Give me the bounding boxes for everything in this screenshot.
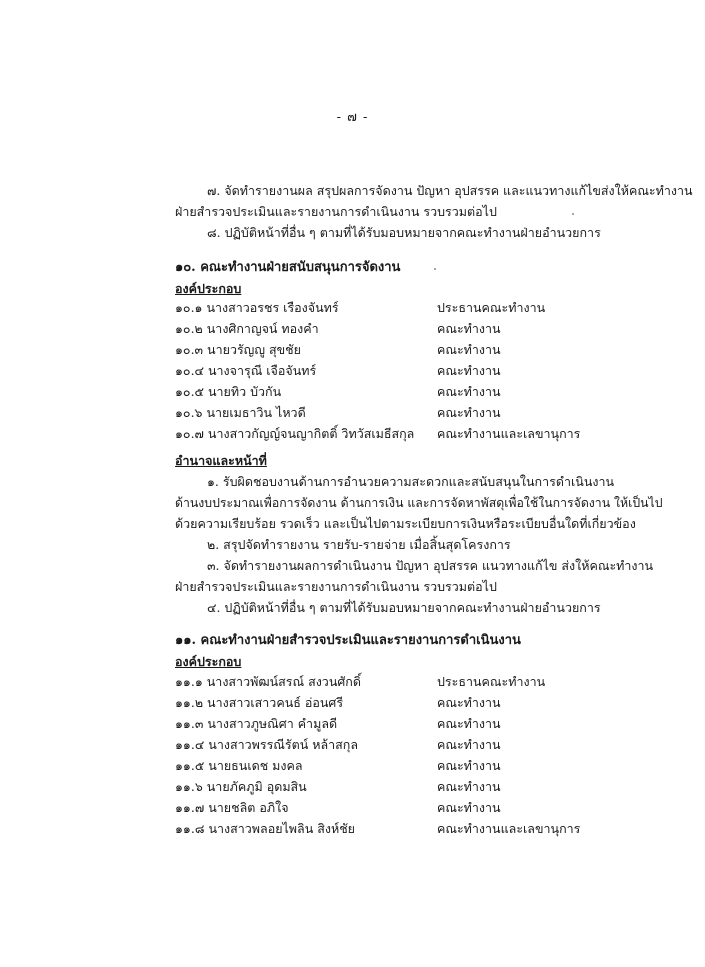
member-name: ๑๑.๗ นายชลิต อภิใจ bbox=[175, 800, 289, 815]
duty-line: ฝ่ายสำรวจประเมินและรายงานการดำเนินงาน รวบรวมต่อไป bbox=[175, 579, 497, 594]
member-name: ๑๑.๖ นายภัคภูมิ อุดมสิน bbox=[175, 779, 307, 794]
duty-line: ด้านงบประมาณเพื่อการจัดงาน ด้านการเงิน และการจัดหาพัสดุเพื่อใช้ในการจัดงาน ให้เป็นไป bbox=[175, 496, 663, 510]
member-name: ๑๐.๖ นายเมธาวิน ไหวดี bbox=[175, 405, 306, 420]
section10-duties-label: อำนาจและหน้าที่ bbox=[175, 453, 267, 468]
member-role: ประธานคณะทำงาน bbox=[437, 300, 546, 315]
member-row bbox=[175, 800, 645, 816]
member-role: คณะทำงาน bbox=[437, 363, 501, 378]
member-role: คณะทำงานและเลขานุการ bbox=[437, 821, 581, 836]
member-row bbox=[175, 363, 645, 379]
top-item-7: ๗. จัดทำรายงานผล สรุปผลการจัดงาน ปัญหา อุปสรรค และแนวทางแก้ไขส่งให้คณะทำงาน bbox=[207, 183, 693, 198]
member-role: คณะทำงาน bbox=[437, 716, 501, 731]
member-role: คณะทำงาน bbox=[437, 800, 501, 815]
duty-line: ๒. สรุปจัดทำรายงาน รายรับ-รายจ่าย เมื่อสิ้นสุดโครงการ bbox=[207, 537, 511, 552]
scan-speck bbox=[434, 268, 436, 270]
member-row bbox=[175, 737, 645, 753]
member-row bbox=[175, 405, 645, 421]
duty-line: ๔. ปฏิบัติหน้าที่อื่น ๆ ตามที่ได้รับมอบหมายจากคณะทำงานฝ่ายอำนวยการ bbox=[207, 600, 601, 615]
top-item-8: ๘. ปฏิบัติหน้าที่อื่น ๆ ตามที่ได้รับมอบหมายจากคณะทำงานฝ่ายอำนวยการ bbox=[207, 225, 601, 240]
member-row bbox=[175, 321, 645, 337]
member-role: คณะทำงาน bbox=[437, 758, 501, 773]
member-name: ๑๑.๘ นางสาวพลอยไพลิน สิงห์ชัย bbox=[175, 821, 356, 836]
member-role: คณะทำงาน bbox=[437, 695, 501, 710]
section10-heading: ๑๐. คณะทำงานฝ่ายสนับสนุนการจัดงาน bbox=[175, 260, 401, 275]
member-row bbox=[175, 716, 645, 732]
member-role: คณะทำงาน bbox=[437, 342, 501, 357]
member-role: คณะทำงาน bbox=[437, 737, 501, 752]
member-row bbox=[175, 779, 645, 795]
section11-heading: ๑๑. คณะทำงานฝ่ายสำรวจประเมินและรายงานการดำเนินงาน bbox=[175, 633, 521, 648]
member-role: คณะทำงาน bbox=[437, 384, 501, 399]
member-row bbox=[175, 821, 645, 837]
member-row bbox=[175, 300, 645, 316]
member-role: ประธานคณะทำงาน bbox=[437, 674, 546, 689]
member-name: ๑๐.๓ นายวรัญญู สุขชัย bbox=[175, 342, 301, 357]
member-name: ๑๑.๑ นางสาวพัฒน์สรณ์ สงวนศักดิ์ bbox=[175, 674, 361, 689]
member-role: คณะทำงาน bbox=[437, 779, 501, 794]
member-name: ๑๐.๒ นางศิกาญจน์ ทองคำ bbox=[175, 321, 319, 336]
member-row bbox=[175, 758, 645, 774]
member-role: คณะทำงานและเลขานุการ bbox=[437, 426, 581, 441]
member-row bbox=[175, 695, 645, 711]
member-row bbox=[175, 342, 645, 358]
member-row bbox=[175, 426, 645, 442]
duty-line: ด้วยความเรียบร้อย รวดเร็ว และเป็นไปตามระเบียบการเงินหรือระเบียบอื่นใดที่เกี่ยวข้อง bbox=[175, 516, 636, 531]
top-item-7-cont: ฝ่ายสำรวจประเมินและรายงานการดำเนินงาน รวบรวมต่อไป bbox=[175, 204, 497, 219]
member-name: ๑๑.๓ นางสาวภูษณิศา คำมูลดี bbox=[175, 716, 338, 731]
member-name: ๑๑.๕ นายธนเดช มงคล bbox=[175, 758, 303, 773]
section10-composition-label: องค์ประกอบ bbox=[175, 281, 242, 296]
member-name: ๑๐.๗ นางสาวกัญญ์จนญากิตติ์ วิทวัสเมธีสกุล bbox=[175, 426, 415, 441]
member-row bbox=[175, 674, 645, 690]
page-number: - ๗ - bbox=[336, 110, 369, 125]
member-role: คณะทำงาน bbox=[437, 321, 501, 336]
duty-line: ๑. รับผิดชอบงานด้านการอำนวยความสะดวกและสนับสนุนในการดำเนินงาน bbox=[207, 474, 615, 489]
member-name: ๑๐.๕ นายทิว บัวกัน bbox=[175, 384, 282, 399]
member-name: ๑๐.๑ นางสาวอรชร เรืองจันทร์ bbox=[175, 300, 339, 315]
section11-composition-label: องค์ประกอบ bbox=[175, 654, 242, 669]
scan-speck bbox=[572, 213, 574, 215]
duty-line: ๓. จัดทำรายงานผลการดำเนินงาน ปัญหา อุปสรรค แนวทางแก้ไข ส่งให้คณะทำงาน bbox=[207, 558, 654, 573]
member-row bbox=[175, 384, 645, 400]
member-name: ๑๑.๔ นางสาวพรรณีรัตน์ หล้าสกุล bbox=[175, 737, 359, 752]
member-name: ๑๐.๔ นางจารุณี เจือจันทร์ bbox=[175, 363, 317, 378]
member-name: ๑๑.๒ นางสาวเสาวคนธ์ อ่อนศรี bbox=[175, 695, 344, 710]
member-role: คณะทำงาน bbox=[437, 405, 501, 420]
